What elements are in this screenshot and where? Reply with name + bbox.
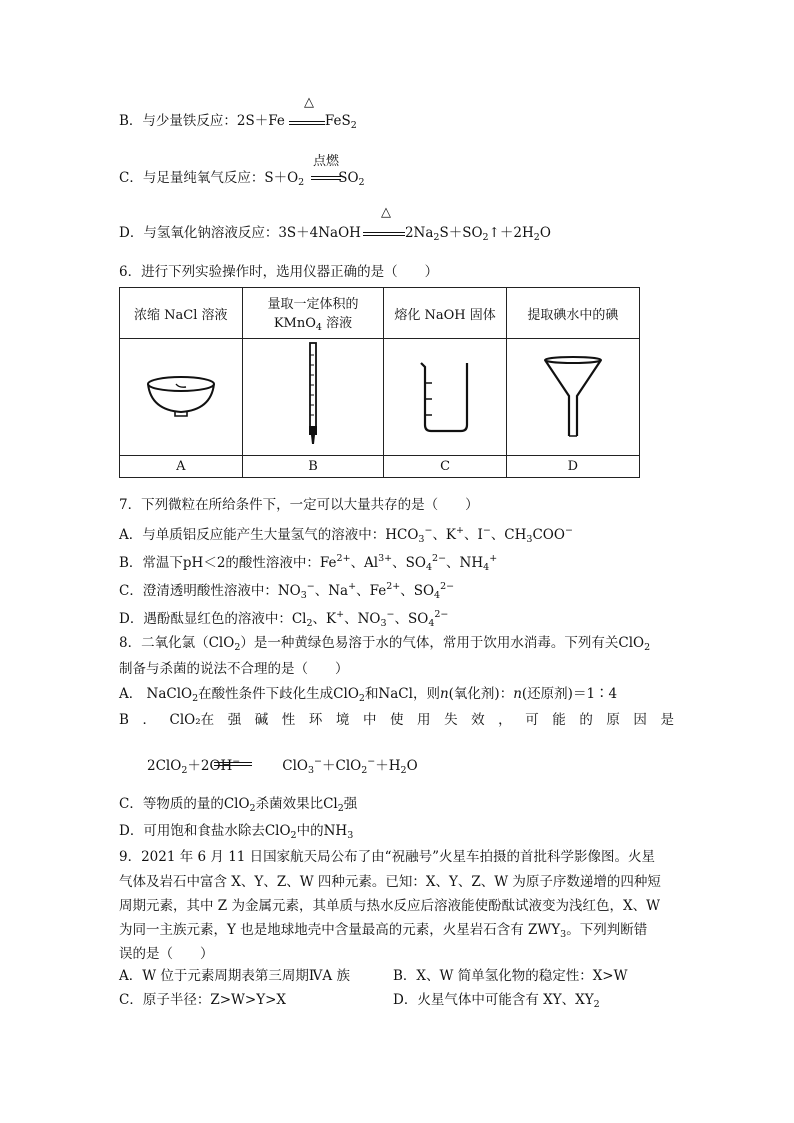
equals-bar bbox=[363, 232, 405, 236]
q9-stem-line3: 周期元素，其中 Z 为金属元素，其单质与热水反应后溶液能使酚酞试液变为浅红色，X、W bbox=[119, 898, 660, 914]
q9-stem-line2: 气体及岩石中富含 X、Y、Z、W 四种元素。已知：X、Y、Z、W 为原子序数递增的四种短 bbox=[119, 874, 661, 890]
q6-stem: 6．进行下列实验操作时，选用仪器正确的是（ ） bbox=[119, 264, 439, 280]
q7-option-d: D．遇酚酞显红色的溶液中：$Cl_2$、K+、$NO_3^-$、$SO_4^{2-}$ bbox=[119, 609, 449, 629]
equals-bar bbox=[214, 762, 252, 766]
q9-option-a: A．W 位于元素周期表第三周期ⅣA 族 bbox=[119, 968, 350, 984]
q7-option-c: C．澄清透明酸性溶液中：$NO_3^-$、Na+、$Fe^{2+}$、$SO_4^{2-}$ bbox=[119, 581, 455, 601]
q7-stem: 7．下列微粒在所给条件下，一定可以大量共存的是（ ） bbox=[119, 497, 479, 513]
ignite-condition: 点燃 bbox=[312, 154, 339, 169]
equals-bar bbox=[289, 121, 325, 125]
q5-option-d: D．与氢氧化钠溶液反应：3S＋4NaOH $2Na_2S+SO_2↑+2H_2O$ bbox=[119, 225, 551, 243]
q5-option-c: C．与足量纯氧气反应：$S+O_2$ $SO_2$ bbox=[119, 170, 365, 188]
q9-option-d: D．火星气体中可能含有 XY、$XY_2$ bbox=[393, 992, 600, 1010]
q8-option-b: B ． ClO₂在 强 碱 性 环 境 中 使 用 失 效 ， 可 能 的 原 因 是 bbox=[119, 712, 674, 728]
burette-icon bbox=[242, 339, 384, 456]
q6-header-a: 浓缩 NaCl 溶液 bbox=[120, 288, 243, 339]
heat-condition: △ bbox=[304, 95, 314, 110]
q6-apparatus-table bbox=[119, 287, 640, 478]
q8-stem-line2: 制备与杀菌的说法不合理的是（ ） bbox=[119, 661, 349, 677]
q6-header-b: 量取一定体积的 KMnO$_4$ 溶液 bbox=[242, 288, 384, 339]
q7-option-b: B．常温下pH＜2的酸性溶液中：$Fe^{2+}$、$Al^{3+}$、$SO_4^{2-}$、$NH_4^+$ bbox=[119, 553, 498, 573]
q8-option-b-equation: 2ClO$_2$＋2OH− $ClO_3^-+ClO_2^-+H_2O$ bbox=[147, 756, 418, 776]
q8-option-a: A． NaClO$_2$在酸性条件下歧化生成ClO$_2$和NaCl，则n(氧化剂)：n(还原剂)＝1∶4 bbox=[119, 686, 618, 704]
evaporating-dish-icon bbox=[120, 339, 243, 456]
q6-label-d: D bbox=[506, 456, 639, 478]
q6-label-c: C bbox=[384, 456, 506, 478]
q9-option-b: B．X、W 简单氢化物的稳定性：X>W bbox=[393, 968, 628, 984]
q6-header-d: 提取碘水中的碘 bbox=[506, 288, 639, 339]
q5-option-b: B．与少量铁反应：2S＋Fe FeS$_2$ bbox=[119, 113, 357, 131]
q8-option-d: D．可用饱和食盐水除去ClO$_2$中的$NH_3$ bbox=[119, 823, 354, 841]
funnel-icon bbox=[506, 339, 639, 456]
q9-option-c: C．原子半径：Z>W>Y>X bbox=[119, 992, 287, 1008]
beaker-icon bbox=[384, 339, 506, 456]
q6-header-c: 熔化 NaOH 固体 bbox=[384, 288, 506, 339]
q6-label-b: B bbox=[242, 456, 384, 478]
equals-bar bbox=[311, 176, 341, 180]
q9-stem-line5: 误的是（ ） bbox=[119, 946, 214, 962]
q9-stem-line1: 9．2021 年 6 月 11 日国家航天局公布了由“祝融号”火星车拍摄的首批科学影像图。火星 bbox=[119, 849, 655, 865]
heat-condition: △ bbox=[381, 205, 391, 220]
q6-label-a: A bbox=[120, 456, 243, 478]
q8-stem-line1: 8．二氧化氯（ClO$_2$）是一种黄绿色易溶于水的气体，常用于饮用水消毒。下列有关ClO$_2$ bbox=[119, 635, 651, 653]
q9-stem-line4: 为同一主族元素，Y 也是地球地壳中含量最高的元素，火星岩石含有 $ZWY_3$。下列判断错 bbox=[119, 922, 648, 940]
q7-option-a: A．与单质铝反应能产生大量氢气的溶液中：$HCO_3^-$、K+、I−、$CH_3COO^-$ bbox=[119, 525, 573, 545]
q8-option-c: C．等物质的量的ClO$_2$杀菌效果比$Cl_2$强 bbox=[119, 796, 358, 814]
